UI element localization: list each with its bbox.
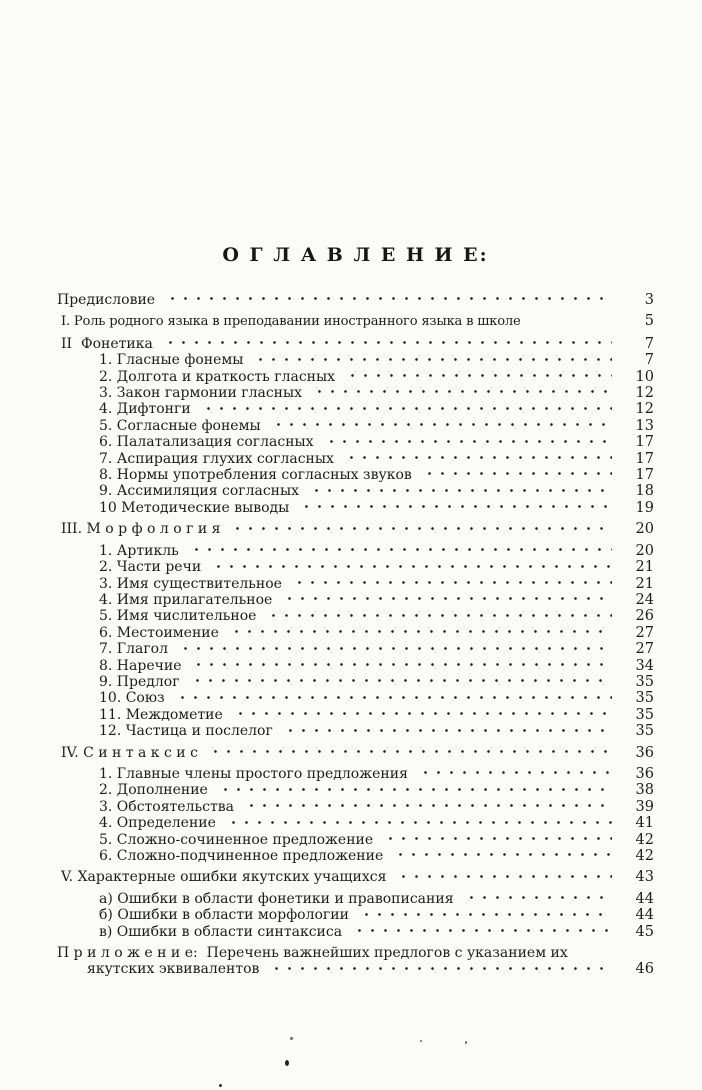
toc-entry-label: 10. Союз: [99, 690, 165, 707]
toc-entry-label: 5. Имя числительное: [99, 608, 257, 625]
toc-entry: [57, 521, 654, 537]
dot-leader: [343, 451, 612, 467]
toc-entry-page: 36: [635, 765, 654, 782]
dot-leader: [243, 799, 612, 815]
toc-entry: [57, 745, 654, 761]
dot-leader: [358, 907, 612, 923]
toc-entry-page: 18: [635, 483, 654, 500]
toc-entry-page: 7: [644, 335, 654, 352]
toc-entry-page: 17: [635, 467, 654, 484]
toc-entry: [57, 799, 654, 815]
toc-entry-page: 21: [635, 559, 654, 576]
dot-leader: [323, 434, 612, 450]
toc-entry-page: 34: [635, 657, 654, 674]
toc-entry-page: 27: [635, 624, 654, 641]
toc-entry-page: 27: [635, 641, 654, 658]
toc-entry-label: 5. Согласные фонемы: [99, 417, 261, 434]
toc-entry-label: а) Ошибки в области фонетики и правописания: [99, 890, 454, 907]
toc-entry: [57, 467, 654, 483]
dot-leader: [232, 707, 612, 723]
toc-entry-label: V. Характерные ошибки якутских учащихся: [61, 869, 387, 886]
dot-leader: [229, 521, 612, 537]
toc-entry-page: 26: [635, 608, 654, 625]
toc-entry-label: 8. Нормы употребления согласных звуков: [99, 467, 412, 484]
toc-entry-page: 21: [635, 575, 654, 592]
toc-entry-label: 9. Ассимиляция согласных: [99, 483, 300, 500]
toc-entry-label: 2. Части речи: [99, 559, 202, 576]
toc-entry: [57, 385, 654, 401]
toc-entry-label: 7. Аспирация глухих согласных: [99, 450, 334, 467]
toc-entry: [57, 418, 654, 434]
scan-noise-speck: [465, 1041, 467, 1044]
toc-entry-page: 36: [635, 744, 654, 761]
toc-entry-label: 11. Междометие: [99, 706, 223, 723]
toc-entry: [57, 451, 654, 467]
toc-entry-label: якутских эквивалентов: [87, 961, 260, 978]
toc-entry-page: 44: [635, 890, 654, 907]
toc-entry: [57, 690, 654, 706]
toc-entry: [57, 815, 654, 831]
dot-leader: [530, 313, 612, 330]
toc-entry-label: 4. Имя прилагательное: [99, 591, 273, 608]
toc-entry: [57, 434, 654, 450]
dot-leader: [177, 641, 612, 657]
toc-entry-page: 17: [635, 434, 654, 451]
toc-entry-page: 3: [644, 292, 654, 308]
toc-entry-label: 7. Глагол: [99, 641, 168, 658]
toc-entry-label: 3. Обстоятельства: [99, 798, 234, 815]
toc-entry: [57, 336, 654, 352]
toc-entry: [57, 848, 654, 864]
toc-entry-label: IV. С и н т а к с и с: [61, 744, 198, 761]
toc-entry-label: 6. Сложно-подчиненное предложение: [99, 848, 384, 864]
dot-leader: [188, 543, 612, 559]
dot-leader: [265, 608, 612, 624]
toc-entry: [57, 945, 654, 961]
dot-leader: [200, 401, 612, 417]
toc-entry-label: 4. Дифтонги: [99, 401, 191, 418]
dot-leader: [207, 745, 612, 761]
scan-noise-speck: [285, 1060, 289, 1066]
toc-entry-label: б) Ошибки в области морфологии: [99, 907, 349, 924]
toc-entry: [57, 608, 654, 624]
toc-entry: [57, 832, 654, 848]
toc-entry-page: 12: [635, 401, 654, 418]
toc-entry: [57, 641, 654, 657]
toc-entry-page: 44: [635, 907, 654, 924]
toc-entry: [57, 766, 654, 782]
toc-entry-label: 4. Определение: [99, 815, 216, 832]
toc-entry-page: 45: [635, 923, 654, 940]
toc-entry-page: 35: [635, 723, 654, 740]
dot-leader: [217, 782, 612, 798]
toc-entry: [57, 369, 654, 385]
page-title: О Г Л А В Л Е Н И Е:: [222, 244, 489, 266]
dot-leader: [344, 369, 612, 385]
toc-entry: [57, 674, 654, 690]
scan-noise-speck: [219, 1084, 222, 1087]
toc-entry: [57, 543, 654, 559]
toc-entry: [57, 723, 654, 739]
toc-entry-page: 17: [635, 450, 654, 467]
toc-entry-page: 5: [644, 313, 654, 330]
dot-leader: [311, 385, 612, 401]
dot-leader: [281, 592, 612, 608]
dot-leader: [298, 500, 612, 516]
toc-entry-page: 24: [635, 591, 654, 608]
dot-leader: [421, 467, 612, 483]
toc-entry: [57, 500, 654, 516]
dot-leader: [282, 723, 612, 739]
toc-entry: [57, 292, 654, 308]
dot-leader: [382, 832, 612, 848]
toc-entry-page: 12: [635, 385, 654, 402]
toc-entry-label: 6. Палатализация согласных: [99, 434, 314, 451]
scan-noise-speck: [290, 1037, 293, 1040]
toc-entry-page: 35: [635, 673, 654, 690]
toc-entry-label: 3. Закон гармонии гласных: [99, 385, 303, 402]
dot-leader: [189, 674, 612, 690]
scan-noise-speck: [420, 1040, 422, 1042]
toc-entry-page: 39: [635, 798, 654, 815]
toc-entry: [57, 782, 654, 798]
dot-leader: [162, 336, 612, 352]
toc-entry-page: 42: [635, 831, 654, 848]
dot-leader: [252, 352, 612, 368]
toc-entry-label: П р и л о ж е н и е: Перечень важнейших предлогов с указанием их: [57, 945, 568, 962]
toc-entry-label: Предисловие: [57, 292, 156, 308]
toc-entry-label: 6. Местоимение: [99, 624, 219, 641]
dot-leader: [308, 483, 612, 499]
toc-entry: [57, 313, 654, 330]
toc-entry-label: 1. Гласные фонемы: [99, 352, 244, 369]
toc-entry-label: II Фонетика: [61, 335, 153, 352]
table-of-contents: [57, 292, 654, 978]
dot-leader: [268, 961, 612, 977]
toc-entry-page: 41: [635, 815, 654, 832]
toc-entry-label: 2. Долгота и краткость гласных: [99, 368, 336, 385]
toc-entry: [57, 869, 654, 885]
toc-entry: [57, 961, 654, 977]
toc-entry-page: 46: [635, 961, 654, 978]
toc-entry: [57, 907, 654, 923]
toc-entry: [57, 625, 654, 641]
toc-entry-page: 43: [635, 869, 654, 886]
dot-leader: [225, 815, 612, 831]
dot-leader: [291, 576, 612, 592]
toc-entry-label: 5. Сложно-сочиненное предложение: [99, 831, 374, 848]
toc-entry-label: 2. Дополнение: [99, 782, 208, 799]
dot-leader: [392, 848, 612, 864]
dot-leader: [190, 658, 612, 674]
toc-entry: [57, 707, 654, 723]
dot-leader: [395, 869, 612, 885]
toc-entry-label: 12. Частица и послелог: [99, 723, 273, 740]
toc-entry-label: в) Ошибки в области синтаксиса: [99, 923, 343, 940]
toc-entry-label: 3. Имя существительное: [99, 575, 282, 592]
toc-entry-label: 10 Методические выводы: [99, 499, 290, 516]
toc-entry: [57, 352, 654, 368]
toc-entry-label: 9. Предлог: [99, 673, 180, 690]
dot-leader: [164, 292, 612, 308]
toc-entry-page: 10: [635, 368, 654, 385]
toc-entry-page: 38: [635, 782, 654, 799]
toc-entry-label: 1. Артикль: [99, 542, 179, 559]
toc-entry: [57, 483, 654, 499]
toc-entry-page: 20: [635, 542, 654, 559]
toc-entry-page: 35: [635, 706, 654, 723]
dot-leader: [417, 766, 612, 782]
toc-entry-label: I. Роль родного языка в преподавании иностранного языка в школе: [61, 314, 521, 330]
toc-entry-page: 20: [635, 521, 654, 538]
dot-leader: [351, 924, 612, 940]
toc-entry-label: 1. Главные члены простого предложения: [99, 765, 408, 782]
toc-entry: [57, 592, 654, 608]
toc-entry: [57, 891, 654, 907]
dot-leader: [463, 891, 612, 907]
dot-leader: [270, 418, 612, 434]
dot-leader: [210, 559, 612, 575]
toc-entry: [57, 658, 654, 674]
toc-entry: [57, 401, 654, 417]
toc-entry: [57, 576, 654, 592]
toc-entry-page: 7: [644, 352, 654, 369]
toc-entry-page: 13: [635, 417, 654, 434]
toc-entry: [57, 924, 654, 940]
toc-entry-label: III. М о р ф о л о г и я: [61, 521, 221, 538]
toc-entry-page: 35: [635, 690, 654, 707]
toc-entry-label: 8. Наречие: [99, 657, 182, 674]
dot-leader: [174, 690, 612, 706]
toc-entry-page: 19: [635, 499, 654, 516]
toc-entry: [57, 559, 654, 575]
dot-leader: [228, 625, 612, 641]
toc-entry-page: 42: [635, 848, 654, 864]
